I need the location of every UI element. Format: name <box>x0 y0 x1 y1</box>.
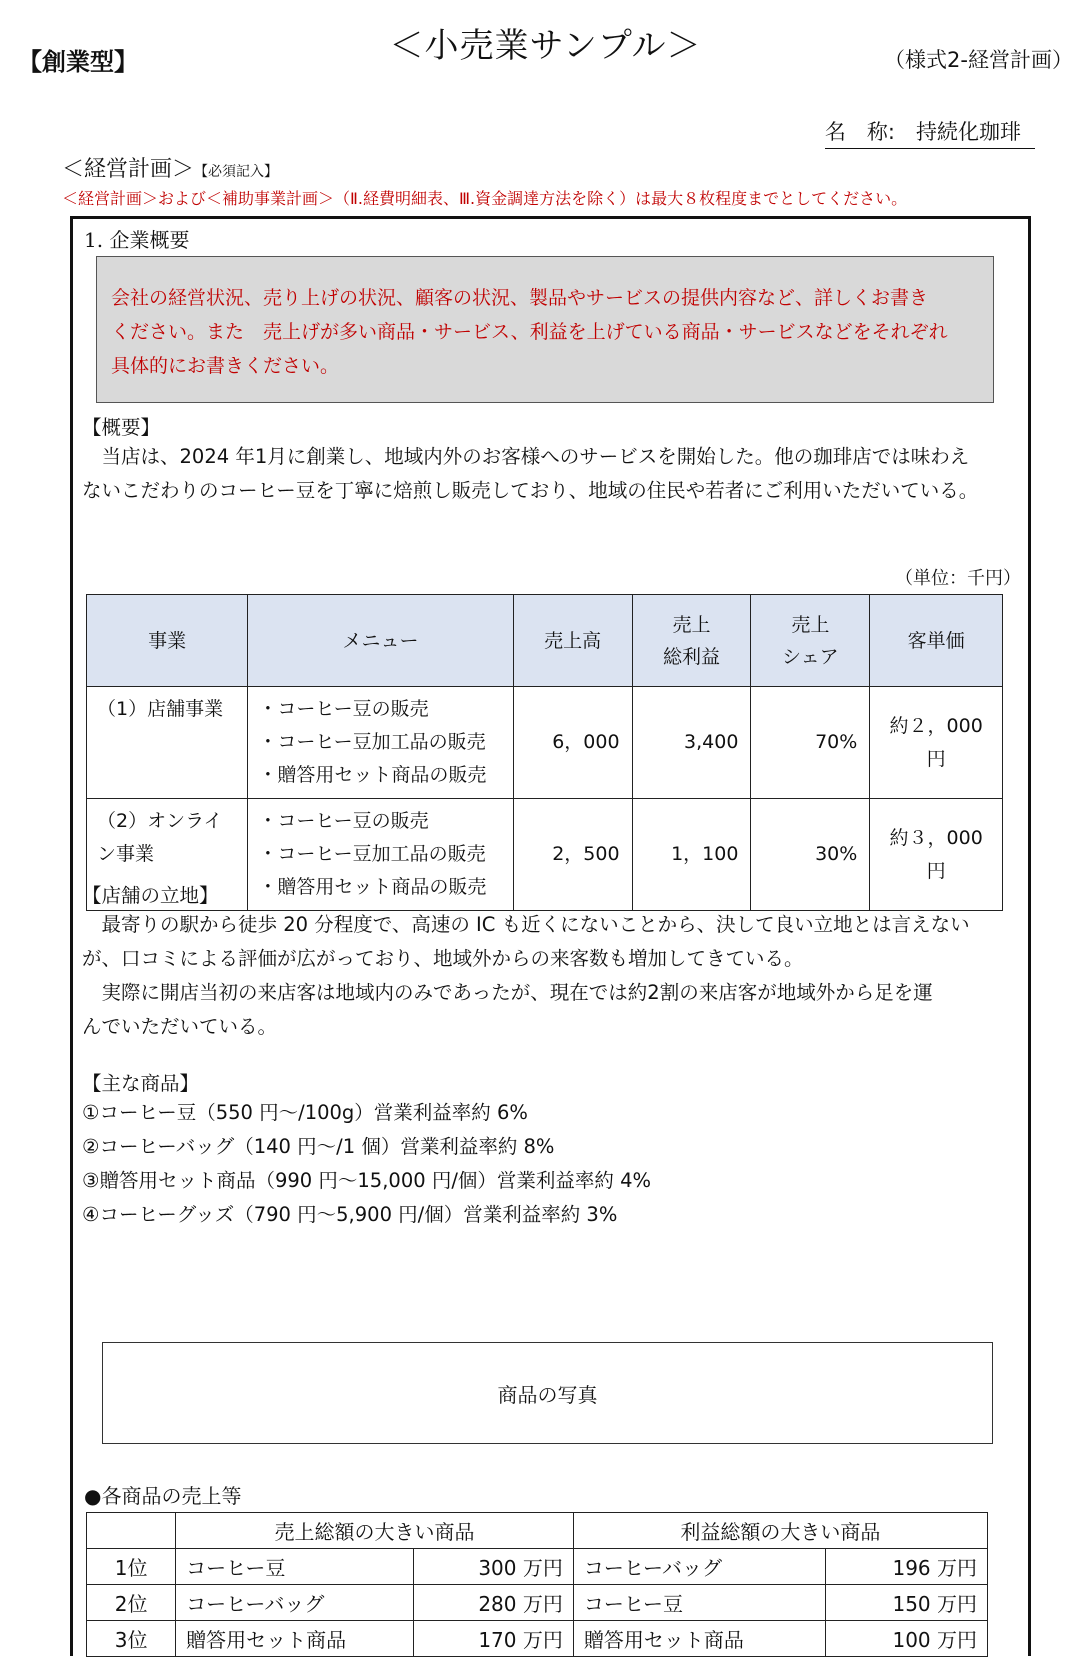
menu-item: ・コーヒー豆の販売 <box>258 698 429 720</box>
sales-item-cell: 贈答用セット商品 <box>176 1621 414 1657</box>
location-line: 実際に開店当初の来店客は地域内のみであったが、現在では約2割の来店客が地域外から足を運 <box>82 981 933 1004</box>
location-heading: 【店舗の立地】 <box>82 884 219 907</box>
col-profit-top: 利益総額の大きい商品 <box>573 1513 987 1549</box>
overview-line: ないこだわりのコーヒー豆を丁寧に焙煎し販売しており、地域の住民や若者にご利用いただいている。 <box>82 479 979 502</box>
profit-amount-cell: 150 万円 <box>826 1585 988 1621</box>
sales-cell: 2，500 <box>513 799 632 911</box>
business-cell: （2）オンライン事業 <box>87 799 248 911</box>
menu-cell <box>248 687 513 799</box>
rank-cell: 1位 <box>87 1549 176 1585</box>
profit-amount-cell: 196 万円 <box>826 1549 988 1585</box>
unit-price-cell: 約２，000円 <box>870 687 1003 799</box>
col-sales-top: 売上総額の大きい商品 <box>176 1513 574 1549</box>
plan-heading <box>62 152 278 183</box>
menu-item: ・コーヒー豆加工品の販売 <box>258 843 486 865</box>
table-row <box>87 1585 988 1621</box>
section-title: 1. 企業概要 <box>84 228 190 252</box>
gross-cell: 1，100 <box>632 799 751 911</box>
table-row <box>87 1621 988 1657</box>
profit-item-cell: コーヒーバッグ <box>573 1549 825 1585</box>
profit-amount-cell: 100 万円 <box>826 1621 988 1657</box>
gross-cell: 3,400 <box>632 687 751 799</box>
col-menu: メニュー <box>248 595 513 687</box>
form-type-tag: 【創業型】 <box>18 48 138 76</box>
product-item: ①コーヒー豆（550 円～/100g）営業利益率約 6% <box>82 1101 528 1124</box>
unit-label: （単位：千円） <box>895 568 1021 589</box>
table-row <box>87 799 1003 911</box>
menu-cell <box>248 799 513 911</box>
page-title: ＜小売業サンプル＞ <box>389 26 702 66</box>
col-share: 売上 シェア <box>751 595 870 687</box>
business-cell: （1）店舗事業 <box>87 687 248 799</box>
product-item: ③贈答用セット商品（990 円～15,000 円/個）営業利益率約 4% <box>82 1169 652 1192</box>
rank-cell: 2位 <box>87 1585 176 1621</box>
col-unit-price: 客単価 <box>870 595 1003 687</box>
guide-line: ください。また 売上げが多い商品・サービス、利益を上げている商品・サービスなどをそれぞれ <box>111 321 948 343</box>
product-photo-placeholder: 商品の写真 <box>102 1342 993 1444</box>
overview-heading: 【概要】 <box>82 416 161 439</box>
sales-cell: 6，000 <box>513 687 632 799</box>
products-heading: 【主な商品】 <box>82 1072 200 1095</box>
col-business: 事業 <box>87 595 248 687</box>
share-cell: 30% <box>751 799 870 911</box>
guide-box <box>96 256 994 403</box>
sales-ranking-table <box>86 1512 988 1657</box>
menu-item: ・コーヒー豆の販売 <box>258 810 429 832</box>
guide-line: 具体的にお書きください。 <box>111 355 340 377</box>
sales-item-cell: コーヒーバッグ <box>176 1585 414 1621</box>
unit-price-cell: 約３，000円 <box>870 799 1003 911</box>
guide-line: 会社の経営状況、売り上げの状況、顧客の状況、製品やサービスの提供内容など、詳しくお書き <box>111 287 929 309</box>
location-text <box>82 908 970 1044</box>
share-cell: 70% <box>751 687 870 799</box>
sales-amount-cell: 280 万円 <box>413 1585 573 1621</box>
sales-heading: ●各商品の売上等 <box>84 1484 242 1508</box>
col-sales: 売上高 <box>513 595 632 687</box>
business-table <box>86 594 1003 911</box>
table-row <box>87 687 1003 799</box>
rank-cell: 3位 <box>87 1621 176 1657</box>
overview-line: 当店は、2024 年1月に創業し、地域内外のお客様へのサービスを開始した。他の珈琲店では味わえ <box>82 445 970 468</box>
location-line: が、口コミによる評価が広がっており、地域外からの来客数も増加してきている。 <box>82 947 804 970</box>
form-label: （様式2-経営計画） <box>884 48 1073 72</box>
company-name: 名 称: 持続化珈琲 <box>825 116 1035 149</box>
products-list <box>82 1096 651 1232</box>
plan-note: ＜経営計画＞および＜補助事業計画＞（Ⅱ.経費明細表、Ⅲ.資金調達方法を除く）は最大８枚程度までとしてください。 <box>62 189 908 208</box>
sales-amount-cell: 300 万円 <box>413 1549 573 1585</box>
sales-item-cell: コーヒー豆 <box>176 1549 414 1585</box>
profit-item-cell: 贈答用セット商品 <box>573 1621 825 1657</box>
required-label: 【必須記入】 <box>194 164 279 180</box>
table-row <box>87 1549 988 1585</box>
menu-item: ・贈答用セット商品の販売 <box>258 764 487 786</box>
overview-text <box>82 440 978 508</box>
profit-item-cell: コーヒー豆 <box>573 1585 825 1621</box>
product-item: ④コーヒーグッズ（790 円～5,900 円/個）営業利益率約 3% <box>82 1203 618 1226</box>
menu-item: ・コーヒー豆加工品の販売 <box>258 731 486 753</box>
product-item: ②コーヒーバッグ（140 円～/1 個）営業利益率約 8% <box>82 1135 555 1158</box>
location-line: んでいただいている。 <box>82 1015 278 1038</box>
menu-item: ・贈答用セット商品の販売 <box>258 876 487 898</box>
location-line: 最寄りの駅から徒歩 20 分程度で、高速の IC も近くにないことから、決して良い立地とは言えない <box>82 913 970 936</box>
col-gross-profit: 売上 総利益 <box>632 595 751 687</box>
sales-amount-cell: 170 万円 <box>413 1621 573 1657</box>
col-rank <box>87 1513 176 1549</box>
plan-heading-text: ＜経営計画＞ <box>62 157 195 182</box>
